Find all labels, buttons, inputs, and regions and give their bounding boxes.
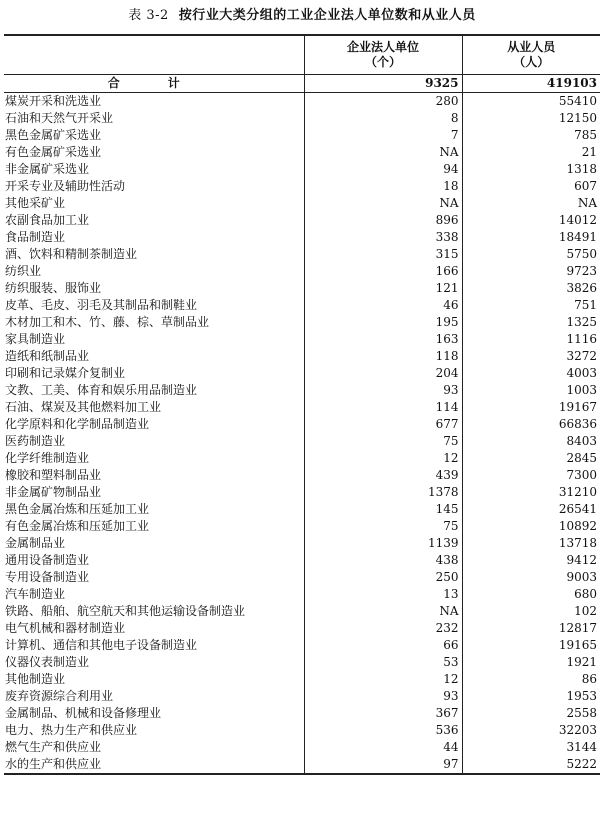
employees-cell: 86 [462, 671, 600, 688]
employees-cell: 1003 [462, 382, 600, 399]
header-units-unit: （个） [364, 55, 401, 69]
statistics-table [4, 34, 600, 775]
units-cell: 536 [304, 722, 462, 739]
units-cell: 75 [304, 433, 462, 450]
units-cell: 75 [304, 518, 462, 535]
employees-cell: 10892 [462, 518, 600, 535]
industry-name-cell: 造纸和纸制品业 [5, 349, 90, 363]
industry-name-cell: 其他采矿业 [5, 196, 66, 210]
table-row [4, 756, 600, 774]
table-row [4, 399, 600, 416]
industry-name-cell: 木材加工和木、竹、藤、棕、草制品业 [5, 315, 210, 329]
units-cell: 53 [304, 654, 462, 671]
industry-name-cell: 电力、热力生产和供应业 [5, 723, 138, 737]
table-title [0, 4, 604, 23]
table-row [4, 280, 600, 297]
table-row [4, 450, 600, 467]
units-cell: 12 [304, 671, 462, 688]
employees-cell: 3272 [462, 348, 600, 365]
units-cell: 1378 [304, 484, 462, 501]
employees-cell: 3144 [462, 739, 600, 756]
table-row [4, 467, 600, 484]
units-cell: 46 [304, 297, 462, 314]
table-row [4, 603, 600, 620]
table-row [4, 671, 600, 688]
table-row [4, 586, 600, 603]
table-row [4, 569, 600, 586]
header-industry [4, 35, 304, 75]
units-cell: 163 [304, 331, 462, 348]
employees-cell: 2845 [462, 450, 600, 467]
table-row [4, 620, 600, 637]
table-row [4, 637, 600, 654]
units-cell: NA [304, 144, 462, 161]
units-cell: NA [304, 603, 462, 620]
table-row [4, 297, 600, 314]
units-cell: 367 [304, 705, 462, 722]
units-cell: 97 [304, 756, 462, 774]
units-cell: 145 [304, 501, 462, 518]
industry-name-cell: 化学纤维制造业 [5, 451, 90, 465]
table-row [4, 178, 600, 195]
units-cell: 93 [304, 688, 462, 705]
employees-cell: 3826 [462, 280, 600, 297]
employees-cell: 26541 [462, 501, 600, 518]
units-cell: 338 [304, 229, 462, 246]
employees-cell: 7300 [462, 467, 600, 484]
header-employees-label: 从业人员 [507, 40, 556, 54]
industry-name-cell: 电气机械和器材制造业 [5, 621, 126, 635]
header-row [4, 35, 600, 75]
units-cell: 204 [304, 365, 462, 382]
units-cell: 114 [304, 399, 462, 416]
table-row [4, 722, 600, 739]
units-cell: 250 [304, 569, 462, 586]
units-cell: 1139 [304, 535, 462, 552]
units-cell: 315 [304, 246, 462, 263]
table-row [4, 484, 600, 501]
employees-cell: 102 [462, 603, 600, 620]
units-cell: 677 [304, 416, 462, 433]
industry-name-cell: 文教、工美、体育和娱乐用品制造业 [5, 383, 198, 397]
units-cell: 280 [304, 93, 462, 111]
employees-cell: 1921 [462, 654, 600, 671]
header-employees-unit: （人） [513, 55, 550, 69]
employees-cell: 5750 [462, 246, 600, 263]
industry-name-cell: 非金属矿采选业 [5, 162, 90, 176]
table-row [4, 705, 600, 722]
units-cell: 7 [304, 127, 462, 144]
employees-cell: 680 [462, 586, 600, 603]
employees-cell: 785 [462, 127, 600, 144]
employees-cell: 66836 [462, 416, 600, 433]
table-row [4, 365, 600, 382]
table-row [4, 331, 600, 348]
employees-cell: 19165 [462, 637, 600, 654]
units-cell: 12 [304, 450, 462, 467]
units-cell: 44 [304, 739, 462, 756]
industry-name-cell: 非金属矿物制品业 [5, 485, 102, 499]
header-employees [462, 35, 600, 75]
employees-cell: 1325 [462, 314, 600, 331]
employees-cell: 2558 [462, 705, 600, 722]
industry-name-cell: 有色金属冶炼和压延加工业 [5, 519, 150, 533]
table-row [4, 382, 600, 399]
table-row [4, 246, 600, 263]
employees-cell: 9723 [462, 263, 600, 280]
table-row [4, 348, 600, 365]
table-row [4, 161, 600, 178]
table-row [4, 688, 600, 705]
units-cell: 121 [304, 280, 462, 297]
industry-name-cell: 酒、饮料和精制茶制造业 [5, 247, 138, 261]
employees-cell: 4003 [462, 365, 600, 382]
industry-name-cell: 皮革、毛皮、羽毛及其制品和制鞋业 [5, 298, 198, 312]
units-cell: 195 [304, 314, 462, 331]
header-units [304, 35, 462, 75]
industry-name-cell: 专用设备制造业 [5, 570, 90, 584]
employees-cell: 21 [462, 144, 600, 161]
units-cell: 13 [304, 586, 462, 603]
table-row [4, 501, 600, 518]
employees-cell: 5222 [462, 756, 600, 774]
employees-cell: 751 [462, 297, 600, 314]
industry-name-cell: 金属制品业 [5, 536, 66, 550]
industry-name-cell: 有色金属矿采选业 [5, 145, 102, 159]
table-row [4, 212, 600, 229]
table-row [4, 535, 600, 552]
industry-name-cell: 印刷和记录媒介复制业 [5, 366, 126, 380]
industry-name-cell: 铁路、船舶、航空航天和其他运输设备制造业 [5, 604, 246, 618]
industry-name-cell: 汽车制造业 [5, 587, 66, 601]
industry-name-cell: 纺织业 [5, 264, 42, 278]
industry-name-cell: 水的生产和供应业 [4, 756, 304, 774]
employees-cell: NA [462, 195, 600, 212]
table-row [4, 127, 600, 144]
units-cell: 118 [304, 348, 462, 365]
industry-name-cell: 纺织服装、服饰业 [5, 281, 102, 295]
table-caption: 按行业大类分组的工业企业法人单位数和从业人员 [178, 8, 476, 23]
industry-name-cell: 家具制造业 [5, 332, 66, 346]
industry-name-cell: 仪器仪表制造业 [5, 655, 90, 669]
units-cell: 166 [304, 263, 462, 280]
table-row [4, 739, 600, 756]
table-number: 表 3-2 [128, 8, 169, 23]
employees-cell: 9412 [462, 552, 600, 569]
employees-cell: 31210 [462, 484, 600, 501]
industry-name-cell: 其他制造业 [5, 672, 66, 686]
units-cell: 896 [304, 212, 462, 229]
units-cell: 8 [304, 110, 462, 127]
total-label: 合 计 [4, 75, 304, 93]
employees-cell: 14012 [462, 212, 600, 229]
employees-cell: 13718 [462, 535, 600, 552]
industry-name-cell: 食品制造业 [5, 230, 66, 244]
industry-name-cell: 开采专业及辅助性活动 [5, 179, 126, 193]
industry-name-cell: 石油和天然气开采业 [5, 111, 114, 125]
industry-name-cell: 化学原料和化学制品制造业 [5, 417, 150, 431]
industry-name-cell: 黑色金属冶炼和压延加工业 [5, 502, 150, 516]
units-cell: NA [304, 195, 462, 212]
table-row [4, 433, 600, 450]
table-row [4, 263, 600, 280]
employees-cell: 12150 [462, 110, 600, 127]
industry-name-cell: 燃气生产和供应业 [5, 740, 102, 754]
industry-name-cell: 橡胶和塑料制品业 [5, 468, 102, 482]
employees-cell: 9003 [462, 569, 600, 586]
units-cell: 66 [304, 637, 462, 654]
table-row [4, 654, 600, 671]
units-cell: 94 [304, 161, 462, 178]
units-cell: 439 [304, 467, 462, 484]
employees-cell: 1116 [462, 331, 600, 348]
table-row [4, 552, 600, 569]
table-row [4, 144, 600, 161]
units-cell: 18 [304, 178, 462, 195]
industry-name-cell: 废弃资源综合利用业 [5, 689, 114, 703]
table-row [4, 195, 600, 212]
industry-name-cell: 煤炭开采和洗选业 [5, 94, 102, 108]
employees-cell: 8403 [462, 433, 600, 450]
table-row [4, 93, 600, 111]
employees-cell: 55410 [462, 93, 600, 111]
employees-cell: 18491 [462, 229, 600, 246]
table-row [4, 314, 600, 331]
total-units: 9325 [304, 75, 462, 93]
industry-name-cell: 医药制造业 [5, 434, 66, 448]
units-cell: 438 [304, 552, 462, 569]
table-row [4, 229, 600, 246]
industry-name-cell: 石油、煤炭及其他燃料加工业 [5, 400, 162, 414]
employees-cell: 12817 [462, 620, 600, 637]
units-cell: 93 [304, 382, 462, 399]
table-row [4, 416, 600, 433]
industry-name-cell: 金属制品、机械和设备修理业 [5, 706, 162, 720]
industry-name-cell: 黑色金属矿采选业 [5, 128, 102, 142]
total-row [4, 75, 600, 93]
employees-cell: 607 [462, 178, 600, 195]
table-row [4, 110, 600, 127]
industry-name-cell: 通用设备制造业 [5, 553, 90, 567]
total-employees: 419103 [462, 75, 600, 93]
employees-cell: 1953 [462, 688, 600, 705]
units-cell: 232 [304, 620, 462, 637]
industry-name-cell: 计算机、通信和其他电子设备制造业 [5, 638, 198, 652]
table-row [4, 518, 600, 535]
industry-name-cell: 农副食品加工业 [5, 213, 90, 227]
header-units-label: 企业法人单位 [346, 40, 419, 54]
employees-cell: 32203 [462, 722, 600, 739]
employees-cell: 19167 [462, 399, 600, 416]
employees-cell: 1318 [462, 161, 600, 178]
